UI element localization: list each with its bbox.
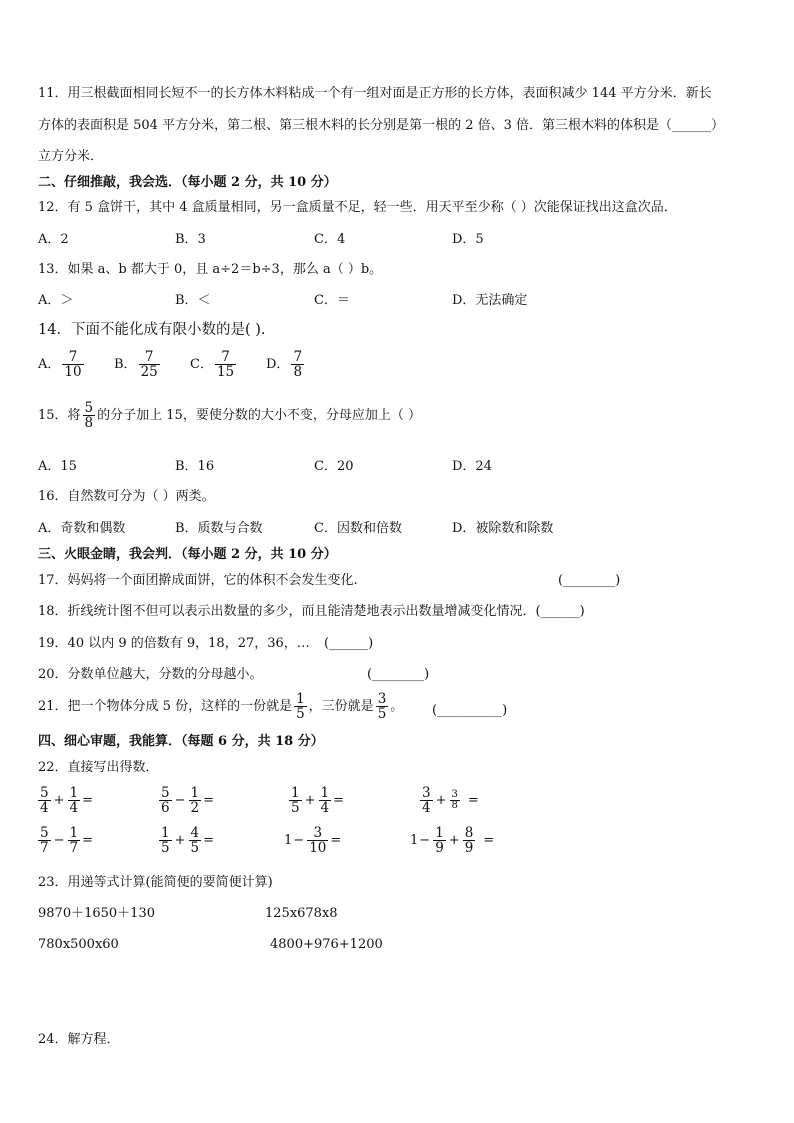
q17-text: 17．妈妈将一个面团擀成面饼，它的体积不会发生变化. bbox=[38, 573, 358, 588]
section-3-heading: 三、火眼金睛，我会判．（每小题 2 分，共 10 分） bbox=[38, 547, 337, 562]
q15-option-a: A．15 bbox=[38, 459, 77, 474]
q22-expr-6: $\frac{1}{5}$ + $\frac{4}{5}$ = bbox=[161, 825, 214, 857]
q12-option-b: B．3 bbox=[175, 232, 206, 247]
q12-option-d: D．5 bbox=[452, 232, 484, 247]
q13-stem: 13．如果 a、b 都大于 0，且 a÷2＝b÷3，那么 a（ ）b。 bbox=[38, 262, 383, 277]
q15-option-b: B．16 bbox=[175, 459, 215, 474]
q22-expr-2: $\frac{5}{6}$ − $\frac{1}{2}$ = bbox=[161, 785, 214, 817]
q16-option-b: B．质数与合数 bbox=[175, 521, 263, 536]
q14-c-numerator: 7 bbox=[221, 349, 230, 365]
q18-text: 18．折线统计图不但可以表示出数量的多少，而且能清楚地表示出数量增减变化情况．(______) bbox=[38, 604, 585, 619]
q15-option-c: C．20 bbox=[314, 459, 354, 474]
q14-c-denominator: 15 bbox=[216, 364, 235, 381]
q23-item-2: 125x678x8 bbox=[265, 906, 338, 921]
q16-option-d: D．被除数和除数 bbox=[452, 521, 554, 536]
q15-option-d: D．24 bbox=[452, 459, 492, 474]
q24-stem: 24．解方程． bbox=[38, 1032, 120, 1047]
q14-option-d: D． $\frac{7}{8}$ bbox=[266, 349, 303, 381]
q22-expr-5: $\frac{5}{7}$ − $\frac{1}{7}$ = bbox=[40, 825, 93, 857]
q11-line2: 方体的表面积是 504 平方分米，第二根、第三根木料的长分别是第一根的 2 倍、3 倍．第三根木料的体积是（______） bbox=[38, 118, 725, 133]
q12-option-c: C．4 bbox=[314, 232, 346, 247]
q14-stem: 14．下面不能化成有限小数的是( ). bbox=[38, 322, 266, 338]
q13-option-a: A．＞ bbox=[38, 293, 74, 308]
q16-option-c: C．因数和倍数 bbox=[314, 521, 402, 536]
q12-stem: 12．有 5 盒饼干，其中 4 盒质量相同，另一盒质量不足，轻一些．用天平至少称（ ）次能保证找出这盒次品． bbox=[38, 200, 677, 215]
q20-text: 20．分数单位越大，分数的分母越小。 bbox=[38, 667, 263, 682]
q11-line1: 11．用三根截面相同长短不一的长方体木料粘成一个有一组对面是正方形的长方体，表面积减少 144 平方分米．新长 bbox=[38, 86, 712, 101]
q16-stem: 16．自然数可分为（ ）两类。 bbox=[38, 489, 215, 504]
q22-expr-4: $\frac{3}{4}$ + $\frac{3}{8}$ = bbox=[422, 785, 479, 817]
section-2-heading: 二、仔细推敲，我会选．（每小题 2 分，共 10 分） bbox=[38, 175, 337, 190]
q14-d-denominator: 8 bbox=[293, 364, 303, 381]
q22-expr-1: $\frac{5}{4}$ + $\frac{1}{4}$ = bbox=[40, 785, 93, 817]
q13-option-b: B．＜ bbox=[175, 293, 211, 308]
q14-a-denominator: 10 bbox=[64, 364, 82, 381]
q14-a-numerator: 7 bbox=[68, 349, 78, 365]
q21-answer-blank: (__________) bbox=[432, 703, 508, 718]
q14-option-b: B． $\frac{7}{25}$ bbox=[114, 349, 158, 381]
q14-option-c: C． $\frac{7}{15}$ bbox=[190, 349, 235, 381]
q22-expr-7: 1− $\frac{3}{10}$ = bbox=[284, 825, 342, 857]
q23-stem: 23．用递等式计算(能简便的要简便计算) bbox=[38, 875, 273, 890]
q20-answer-blank: (________) bbox=[367, 667, 430, 682]
q16-option-a: A．奇数和偶数 bbox=[38, 521, 126, 536]
q22-expr-3: $\frac{1}{5}$ + $\frac{1}{4}$ = bbox=[291, 785, 344, 817]
q14-b-denominator: 25 bbox=[140, 364, 158, 381]
q23-item-3: 780x500x60 bbox=[38, 937, 119, 952]
q15-numerator: 5 bbox=[84, 400, 94, 416]
q23-item-4: 4800+976+1200 bbox=[270, 937, 383, 952]
q11-line3: 立方分米． bbox=[38, 149, 104, 164]
q13-option-d: D．无法确定 bbox=[452, 293, 528, 308]
q13-option-c: C．＝ bbox=[314, 293, 350, 308]
q15-stem: 15．将 $\frac{5}{8}$ 的分子加上 15，要使分数的大小不变，分母应加上（ ） bbox=[38, 400, 421, 432]
q14-option-a: A． $\frac{7}{10}$ bbox=[38, 349, 82, 381]
q23-item-1: 9870＋1650＋130 bbox=[38, 906, 155, 921]
q15-denominator: 8 bbox=[84, 415, 94, 432]
q12-option-a: A．2 bbox=[38, 232, 69, 247]
q19-text: 19．40 以内 9 的倍数有 9，18，27，36，… bbox=[38, 636, 310, 651]
q14-b-numerator: 7 bbox=[144, 349, 154, 365]
q14-d-numerator: 7 bbox=[293, 349, 303, 365]
q17-answer-blank: (________) bbox=[558, 573, 621, 588]
q22-expr-8: 1− $\frac{1}{9}$ + $\frac{8}{9}$ = bbox=[410, 825, 495, 857]
section-4-heading: 四、细心审题，我能算．（每题 6 分，共 18 分） bbox=[38, 734, 324, 749]
q19-answer-blank: (______) bbox=[324, 636, 374, 651]
q22-stem: 22．直接写出得数． bbox=[38, 760, 159, 775]
q21-text: 21．把一个物体分成 5 份，这样的一份就是 $\frac{1}{5}$ ，三份就是 $\frac{3}{5}$ 。 bbox=[38, 691, 404, 723]
